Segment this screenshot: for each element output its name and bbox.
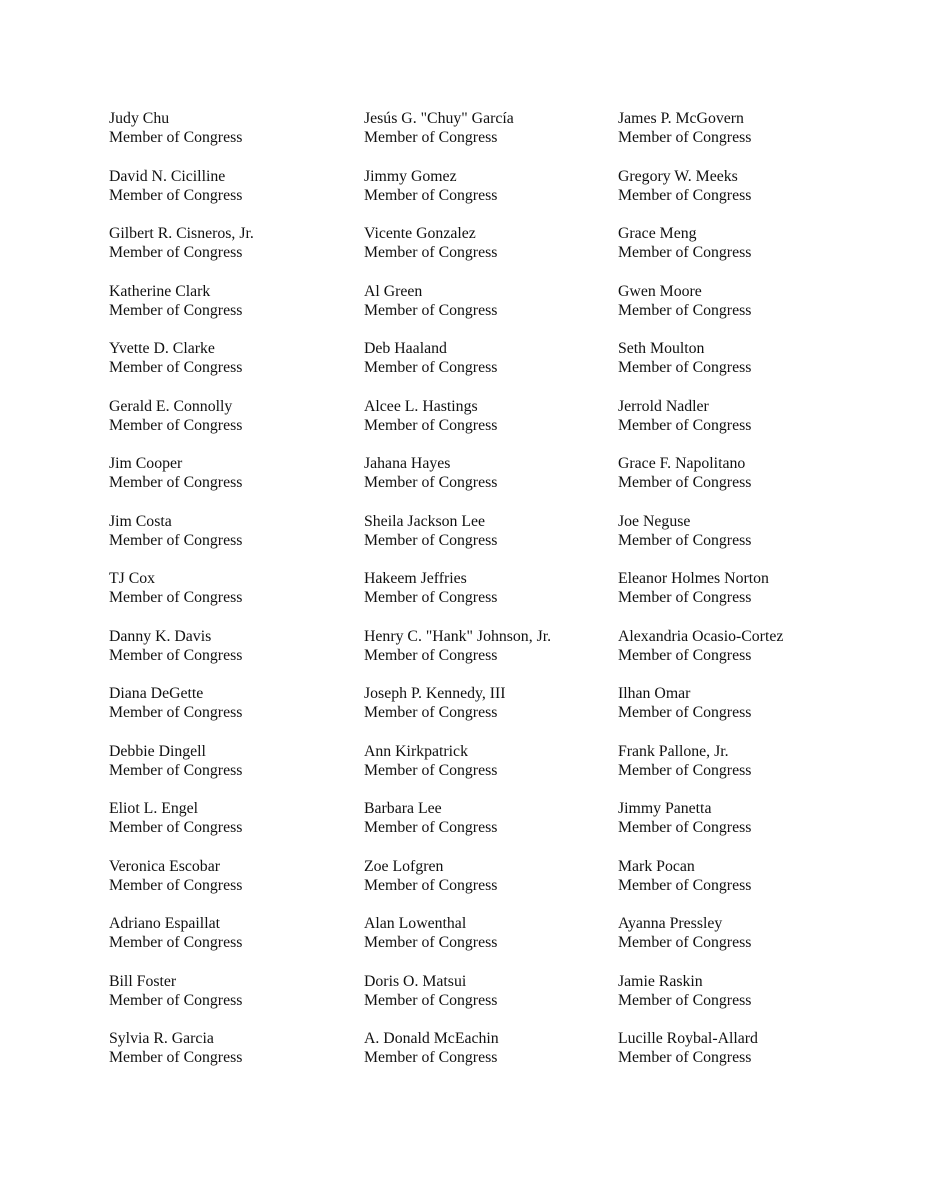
- signatory-name: Yvette D. Clarke: [109, 340, 215, 357]
- signatory-name: A. Donald McEachin: [364, 1030, 499, 1047]
- signatory-name: Joseph P. Kennedy, III: [364, 685, 506, 702]
- signatory-block: [364, 397, 614, 455]
- signatory-name: Debbie Dingell: [109, 742, 206, 760]
- signatory-title: Member of Congress: [618, 991, 752, 1009]
- signatory-title: Member of Congress: [618, 244, 752, 261]
- signatory-name: Deb Haaland: [364, 340, 447, 357]
- signatory-name: Grace F. Napolitano: [618, 455, 746, 472]
- signatory-block: [618, 109, 868, 167]
- signatory-block: [109, 397, 359, 455]
- signatory-block: [364, 167, 614, 225]
- signatory-name: Zoe Lofgren: [364, 857, 444, 875]
- signatory-title: Member of Congress: [109, 819, 243, 836]
- signatory-block: [109, 339, 359, 397]
- signatory-name: Jahana Hayes: [364, 455, 451, 472]
- signatory-name: Veronica Escobar: [109, 857, 220, 875]
- signatory-title: Member of Congress: [109, 474, 243, 491]
- signatory-block: [618, 569, 868, 627]
- signatory-block: [618, 397, 868, 455]
- signatory-block: [618, 282, 868, 340]
- signatory-name: Jimmy Gomez: [364, 167, 457, 185]
- signatory-title: Member of Congress: [109, 244, 243, 261]
- signatory-title: Member of Congress: [618, 129, 752, 146]
- signatory-title: Member of Congress: [109, 991, 243, 1009]
- signatory-title: Member of Congress: [364, 186, 498, 204]
- signatory-title: Member of Congress: [109, 531, 243, 549]
- signatory-title: Member of Congress: [618, 646, 752, 664]
- signatory-title: Member of Congress: [364, 991, 498, 1009]
- signatory-block: [618, 627, 868, 685]
- signatory-title: Member of Congress: [618, 531, 752, 549]
- signatory-block: [618, 742, 868, 800]
- signatory-title: Member of Congress: [109, 186, 243, 204]
- signatory-title: Member of Congress: [109, 876, 243, 894]
- signatory-name: Alexandria Ocasio-Cortez: [618, 627, 784, 645]
- signatory-title: Member of Congress: [618, 819, 752, 836]
- signatory-name: Al Green: [364, 282, 423, 300]
- signatory-block: [364, 109, 614, 167]
- signatory-block: [618, 684, 868, 742]
- signatory-name: Diana DeGette: [109, 685, 204, 702]
- signatory-block: [109, 282, 359, 340]
- signatory-name: Jamie Raskin: [618, 972, 703, 990]
- signatory-block: [618, 224, 868, 282]
- signatory-title: Member of Congress: [109, 1049, 243, 1066]
- signatory-block: [618, 454, 868, 512]
- signatory-block: [618, 1029, 868, 1087]
- signatory-title: Member of Congress: [618, 589, 752, 606]
- signatory-title: Member of Congress: [618, 186, 752, 204]
- signatory-block: [618, 799, 868, 857]
- signatory-title: Member of Congress: [364, 474, 498, 491]
- signatory-title: Member of Congress: [618, 474, 752, 491]
- signatory-block: [109, 512, 359, 570]
- signatory-name: Jimmy Panetta: [618, 800, 712, 817]
- signatory-name: Eleanor Holmes Norton: [618, 570, 769, 587]
- signatory-block: [364, 972, 614, 1030]
- signatory-block: [618, 914, 868, 972]
- signatory-title: Member of Congress: [364, 819, 498, 836]
- signatory-name: TJ Cox: [109, 570, 156, 587]
- signatory-block: [364, 224, 614, 282]
- signatory-name: Gwen Moore: [618, 282, 702, 300]
- signatory-name: Gilbert R. Cisneros, Jr.: [109, 225, 254, 242]
- signatory-title: Member of Congress: [618, 301, 752, 319]
- signatory-name: Barbara Lee: [364, 800, 442, 817]
- signatory-block: [364, 742, 614, 800]
- signatory-block: [364, 282, 614, 340]
- signatory-title: Member of Congress: [109, 129, 243, 146]
- signatory-block: [109, 684, 359, 742]
- signatory-block: [109, 224, 359, 282]
- signatory-name: Sheila Jackson Lee: [364, 512, 486, 530]
- signatory-block: [618, 857, 868, 915]
- signatory-name: James P. McGovern: [618, 110, 744, 127]
- signatory-name: Grace Meng: [618, 225, 697, 242]
- signatory-title: Member of Congress: [364, 1049, 498, 1066]
- signatory-name: Seth Moulton: [618, 340, 705, 357]
- signatory-block: [109, 454, 359, 512]
- signatory-block: [364, 454, 614, 512]
- signatory-title: Member of Congress: [364, 934, 498, 951]
- signatory-block: [109, 857, 359, 915]
- signatory-title: Member of Congress: [618, 1049, 752, 1066]
- signatory-column-3: [618, 109, 868, 1087]
- signatory-title: Member of Congress: [109, 934, 243, 951]
- signatory-column-2: [364, 109, 614, 1087]
- signatory-name: Eliot L. Engel: [109, 800, 199, 817]
- signatory-name: Gregory W. Meeks: [618, 167, 738, 185]
- signatory-name: Frank Pallone, Jr.: [618, 742, 729, 760]
- signatory-block: [364, 512, 614, 570]
- signatory-block: [109, 914, 359, 972]
- signatory-title: Member of Congress: [364, 244, 498, 261]
- signatory-name: Vicente Gonzalez: [364, 225, 476, 242]
- signatory-block: [109, 799, 359, 857]
- signatory-name: Danny K. Davis: [109, 627, 212, 645]
- signatory-title: Member of Congress: [618, 761, 752, 779]
- signatory-name: Ayanna Pressley: [618, 915, 723, 932]
- signatory-block: [364, 799, 614, 857]
- signatory-block: [364, 684, 614, 742]
- signatory-name: Ann Kirkpatrick: [364, 742, 468, 760]
- signatory-block: [109, 167, 359, 225]
- signatory-title: Member of Congress: [364, 531, 498, 549]
- signatory-name: Alcee L. Hastings: [364, 397, 478, 415]
- signatory-block: [364, 1029, 614, 1087]
- signatory-name: Mark Pocan: [618, 857, 695, 875]
- signatory-title: Member of Congress: [618, 416, 752, 434]
- signatory-block: [364, 627, 614, 685]
- signatory-block: [109, 972, 359, 1030]
- signatory-name: Jim Cooper: [109, 455, 183, 472]
- signatory-block: [364, 339, 614, 397]
- signatory-name: Doris O. Matsui: [364, 972, 467, 990]
- signatory-block: [109, 109, 359, 167]
- signatory-title: Member of Congress: [364, 761, 498, 779]
- signatory-block: [364, 914, 614, 972]
- signatory-title: Member of Congress: [109, 704, 243, 721]
- signatory-name: Sylvia R. Garcia: [109, 1030, 214, 1047]
- signatory-block: [618, 512, 868, 570]
- signatory-title: Member of Congress: [364, 129, 498, 146]
- signatory-name: Alan Lowenthal: [364, 915, 467, 932]
- signatory-title: Member of Congress: [364, 416, 498, 434]
- signatory-name: Jesús G. "Chuy" García: [364, 110, 514, 127]
- signatory-title: Member of Congress: [618, 704, 752, 721]
- signatory-name: Bill Foster: [109, 972, 177, 990]
- signatory-title: Member of Congress: [364, 589, 498, 606]
- signatory-block: [109, 627, 359, 685]
- signatory-name: Judy Chu: [109, 110, 170, 127]
- signatory-title: Member of Congress: [109, 761, 243, 779]
- signatory-title: Member of Congress: [364, 646, 498, 664]
- signatory-title: Member of Congress: [618, 876, 752, 894]
- signatory-block: [618, 167, 868, 225]
- signatory-title: Member of Congress: [364, 359, 498, 376]
- signatory-name: David N. Cicilline: [109, 167, 226, 185]
- signatory-name: Henry C. "Hank" Johnson, Jr.: [364, 627, 552, 645]
- signatory-title: Member of Congress: [364, 876, 498, 894]
- signatory-name: Ilhan Omar: [618, 685, 691, 702]
- signatory-block: [109, 1029, 359, 1087]
- signatory-name: Joe Neguse: [618, 512, 691, 530]
- signatory-column-1: [109, 109, 359, 1087]
- signatory-title: Member of Congress: [364, 301, 498, 319]
- signatory-title: Member of Congress: [109, 646, 243, 664]
- signatory-block: [618, 339, 868, 397]
- signatory-title: Member of Congress: [109, 416, 243, 434]
- signatory-name: Jerrold Nadler: [618, 397, 709, 415]
- signatory-title: Member of Congress: [618, 359, 752, 376]
- signatory-block: [364, 857, 614, 915]
- signatory-name: Gerald E. Connolly: [109, 397, 233, 415]
- signatory-title: Member of Congress: [109, 359, 243, 376]
- signatory-name: Katherine Clark: [109, 282, 211, 300]
- signatory-block: [618, 972, 868, 1030]
- signatory-name: Jim Costa: [109, 512, 172, 530]
- signatory-block: [109, 742, 359, 800]
- signatory-name: Adriano Espaillat: [109, 915, 220, 932]
- signatory-block: [364, 569, 614, 627]
- signatory-title: Member of Congress: [618, 934, 752, 951]
- signatory-block: [109, 569, 359, 627]
- signatory-title: Member of Congress: [364, 704, 498, 721]
- signatory-name: Lucille Roybal-Allard: [618, 1030, 758, 1047]
- signatory-title: Member of Congress: [109, 301, 243, 319]
- signatory-name: Hakeem Jeffries: [364, 570, 467, 587]
- signatory-title: Member of Congress: [109, 589, 243, 606]
